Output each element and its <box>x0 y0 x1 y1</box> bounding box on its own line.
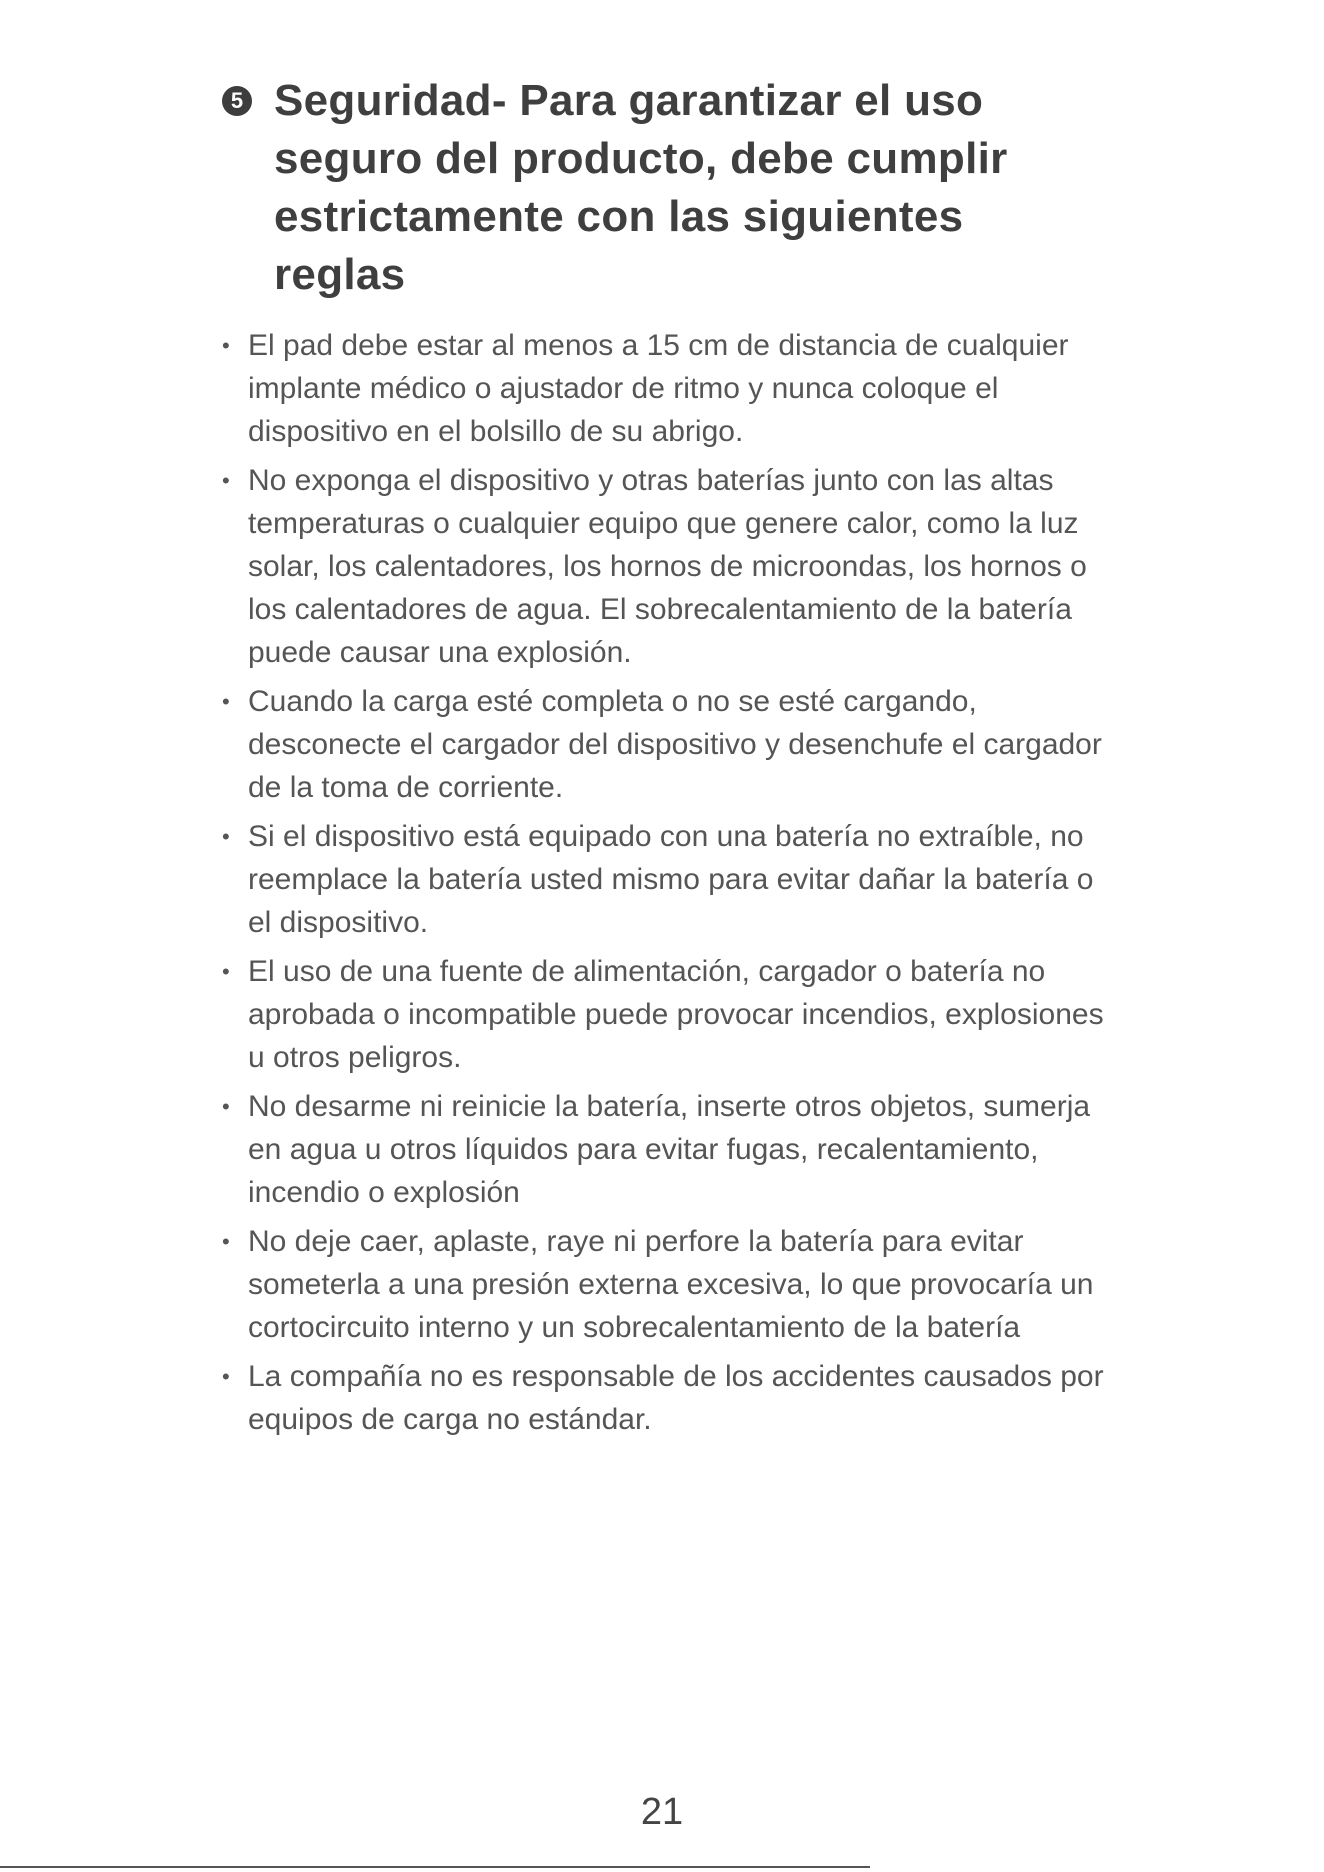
bullet-icon: • <box>222 1094 230 1119</box>
rule-text: El uso de una fuente de alimentación, cargador o batería no aprobada o incompatible puede provocar incendios, explosiones u otros peligros. <box>248 955 1104 1074</box>
page-number: 21 <box>640 1791 684 1833</box>
section-title: Seguridad- Para garantizar el uso seguro del producto, debe cumplir estrictamente con las siguientes reglas <box>274 76 1008 299</box>
bullet-icon: • <box>222 824 230 849</box>
list-item <box>222 815 1122 944</box>
bullet-icon: • <box>222 959 230 984</box>
rule-text: No deje caer, aplaste, raye ni perfore la batería para evitar someterla a una presión externa excesiva, lo que provocaría un cortocircuito interno y un sobrecalentamiento de la batería <box>248 1225 1094 1344</box>
list-item <box>222 459 1122 674</box>
list-item <box>222 680 1122 809</box>
bullet-icon: • <box>222 689 230 714</box>
bottom-divider <box>0 1866 870 1868</box>
rule-text: No desarme ni reinicie la batería, inserte otros objetos, sumerja en agua u otros líquidos para evitar fugas, recalentamiento, incendio o explosión <box>248 1090 1091 1209</box>
list-item <box>222 324 1122 453</box>
bullet-icon: • <box>222 1229 230 1254</box>
bullet-icon: • <box>222 1364 230 1389</box>
section-number-badge: 5 <box>222 86 252 116</box>
list-item <box>222 1220 1122 1349</box>
rule-text: El pad debe estar al menos a 15 cm de distancia de cualquier implante médico o ajustador de ritmo y nunca coloque el dispositivo en el bolsillo de su abrigo. <box>248 329 1069 448</box>
list-item <box>222 950 1122 1079</box>
safety-rules-list <box>222 324 1122 1447</box>
rule-text: La compañía no es responsable de los accidentes causados por equipos de carga no estándar. <box>248 1360 1104 1436</box>
list-item <box>222 1355 1122 1441</box>
rule-text: Cuando la carga esté completa o no se esté cargando, desconecte el cargador del dispositivo y desenchufe el cargador de la toma de corriente. <box>248 685 1102 804</box>
rule-text: Si el dispositivo está equipado con una batería no extraíble, no reemplace la batería usted mismo para evitar dañar la batería o el dispositivo. <box>248 820 1094 939</box>
list-item <box>222 1085 1122 1214</box>
rule-text: No exponga el dispositivo y otras baterías junto con las altas temperaturas o cualquier equipo que genere calor, como la luz solar, los calentadores, los hornos de microondas, los hornos o los calentadores de agua. El sobrecalentamiento de la batería puede causar una explosión. <box>248 464 1087 669</box>
bullet-icon: • <box>222 333 230 358</box>
bullet-icon: • <box>222 468 230 493</box>
